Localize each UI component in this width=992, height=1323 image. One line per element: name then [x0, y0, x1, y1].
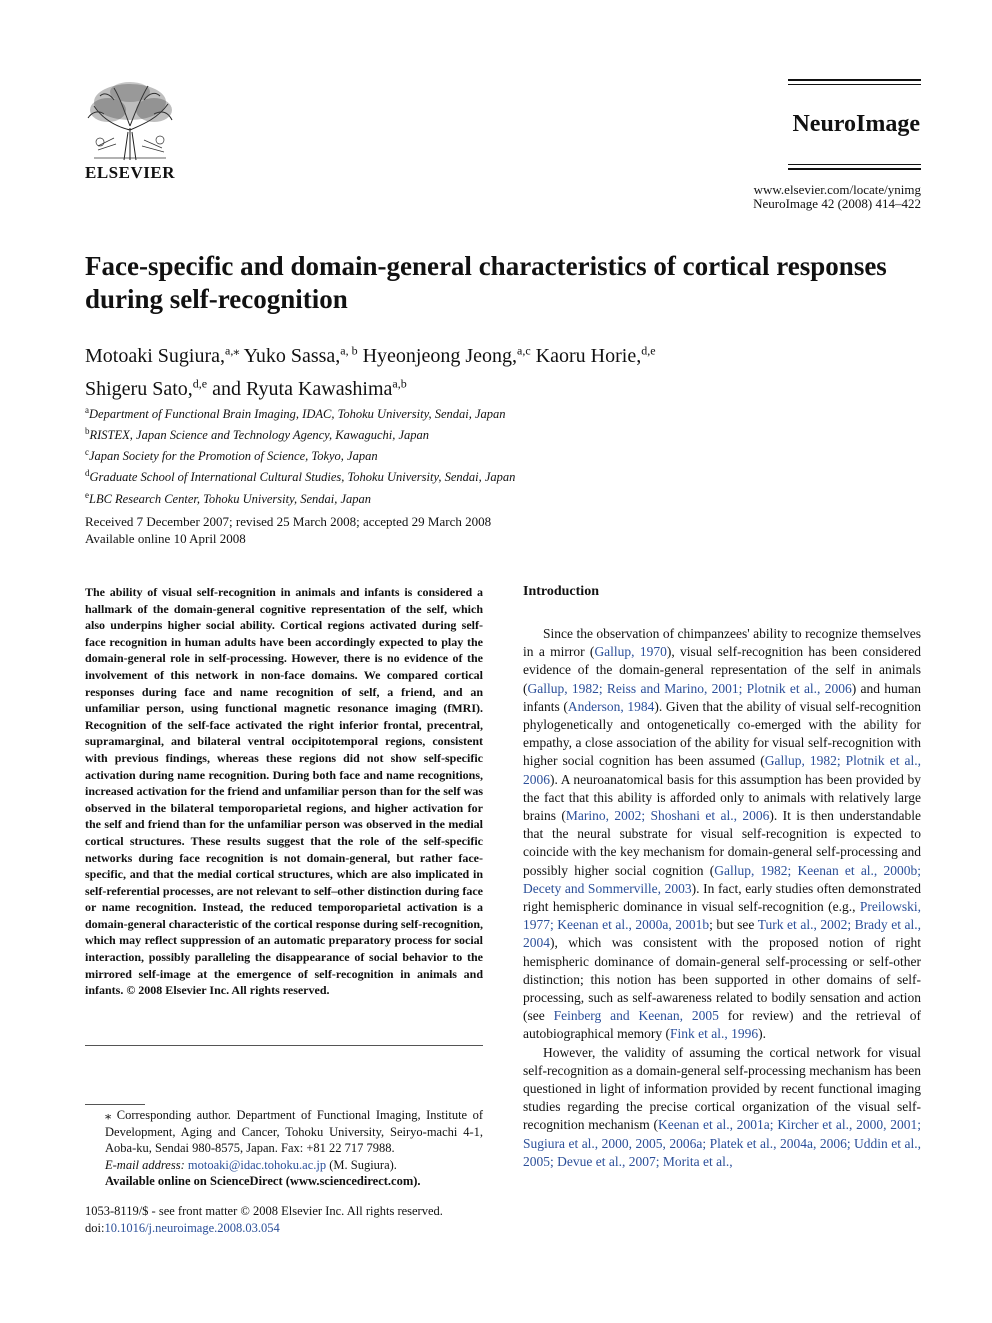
citation-link[interactable]: Feinberg and Keenan, 2005 — [553, 1008, 719, 1024]
header-rule — [788, 84, 921, 85]
sciencedirect-line: Available online on ScienceDirect (www.sciencedirect.com). — [105, 1174, 421, 1188]
corresponding-author-footnote — [85, 1107, 483, 1190]
affiliation: $^e$LBC Research Center, Tohoku University, Sendai, Japan — [85, 489, 372, 506]
affiliation-list — [85, 402, 785, 508]
author-list — [85, 336, 925, 403]
footnote-rule — [85, 1104, 145, 1105]
publisher-name: ELSEVIER — [85, 163, 175, 182]
footnote-text: Corresponding author. Department of Functional Imaging, Institute of Development, Aging and Cancer, Tohoku University, Seiryo-machi 4-1, Aoba-ku, Sendai 980-8575, Japan. Fax: +81 22 717 7988. — [105, 1108, 484, 1155]
author: and Ryuta Kawashima$^{a,b}$ — [212, 376, 407, 401]
journal-citation: NeuroImage 42 (2008) 414–422 — [753, 196, 921, 211]
citation-link[interactable]: Keenan et al., 2001a; Kircher et al., 2000, 2001; Sugiura et al., 2000, 2005, 2006a; Platek et al., 2004a, 2006; Uddin et al., 2005; Devue et al., 2007; Morita et al., — [523, 1117, 921, 1169]
journal-name: NeuroImage — [792, 111, 920, 137]
section-heading-introduction: Introduction — [523, 584, 599, 599]
abstract-text: The ability of visual self-recognition in animals and infants is considered a hallmark of the domain-general cognitive representation of the self, which also underpins higher social ability. Cortical regions activated during self-face recognition in human adults have been accordingly expected to play the domain-general role in self-processing. However, there is no evidence of the involvement of this network in non-face domains. We compared cortical responses during face and name recognition of self, a friend, and an unfamiliar person, using functional magnetic resonance imaging (fMRI). Recognition of the self-face activated the right inferior frontal, precentral, supramarginal, and bilateral ventral occipitotemporal regions, consistent with previous findings, whereas these regions did not show self-specific activation during name recognition. During both face and name recognitions, increased activation for the friend and unfamiliar person than for the self was observed in the bilateral temporoparietal regions, and higher activation for the self and friend than for the unfamiliar person was observed in the medial cortical structures. These results suggest that the role of the self-specific networks during face recognition is not domain-general, but rather face-specific, and that the medial cortical structures, which are also implicated in self-referential processes, are not relevant to self–other distinction during face or name recognition. Instead, the reduced temporoparietal activation is a domain-general characteristic of the cortical response during self-recognition, which may reflect suppression of an automatic preparatory process for social interaction, possibly paralleling the disappearance of social behavior to the mirrored self-image at the emergence of self-recognition in animals and infants. — [85, 585, 483, 998]
paragraph-text: Since the observation of chimpanzees' ability to recognize themselves in a mirror ( — [523, 626, 921, 660]
paragraph-text: for review) and the retrieval of autobiographical memory ( — [523, 1008, 921, 1042]
doi-link[interactable]: 10.1016/j.neuroimage.2008.03.054 — [104, 1221, 280, 1235]
citation-link[interactable]: Anderson, 1984 — [567, 698, 655, 714]
paragraph-text: ). A neuroanatomical basis for this assumption has been provided by the fact that this ability is afforded only to animals with relatively large brains ( — [523, 771, 921, 824]
citation-link[interactable]: Gallup, 1982; Reiss and Marino, 2001; Plotnik et al., 2006 — [527, 680, 852, 696]
author: Hyeonjeong Jeong,$^{a,c}$ — [362, 343, 531, 367]
paragraph-text: ). It is then understandable that the neural substrate for visual self-recognition is expected to coincide with the key mechanism for domain-general self-processing and possibly higher social cognition ( — [523, 808, 921, 878]
affiliation: $^a$Department of Functional Brain Imaging, IDAC, Tohoku University, Sendai, Japan — [85, 405, 506, 422]
affiliation: $^d$Graduate School of International Cultural Studies, Tohoku University, Sendai, Japan — [85, 468, 516, 485]
citation-link[interactable]: Fink et al., 1996 — [669, 1026, 759, 1042]
article-title: Face-specific and domain-general characteristics of cortical responses during self-recognition — [85, 251, 887, 314]
paragraph-text: However, the validity of assuming the cortical network for visual self-recognition as a domain-general self-processing mechanism has been questioned in light of information provided by recent functional imaging studies regarding the precise cortical organization of the visual self-recognition mechanism ( — [523, 1044, 921, 1133]
abstract — [85, 584, 483, 999]
paragraph-text: ). In fact, early studies often demonstrated right hemispheric dominance in visual self-recognition (e.g., — [523, 880, 921, 915]
citation-link[interactable]: Gallup, 1982; Keenan et al., 2000b; Decety and Sommerville, 2003 — [523, 862, 921, 896]
paragraph-text: ). Given that the ability of visual self-recognition phylogenetically and ontogenetically co-emerged with the ability for empathy, a close association of the ability for visual self-recognition with higher social cognition has been assumed ( — [523, 698, 921, 769]
citation-link[interactable]: Gallup, 1982; Plotnik et al., 2006 — [523, 753, 921, 787]
journal-url[interactable]: www.elsevier.com/locate/ynimg — [753, 182, 921, 197]
paragraph-text: ; but see — [709, 917, 758, 933]
header-rule — [788, 168, 921, 170]
paragraph-text: ) and human infants ( — [523, 680, 922, 714]
online-date: Available online 10 April 2008 — [85, 531, 246, 546]
article-dates — [85, 513, 685, 547]
abstract-rule — [85, 1045, 483, 1046]
footnote-mark: ⁎ — [105, 1108, 112, 1122]
header-rule — [788, 164, 921, 165]
email-line: E-mail address: motoaki@idac.tohoku.ac.jp (M. Sugiura). — [105, 1157, 397, 1172]
paragraph-text: ), which was consistent with the proposed notion of right hemispheric dominance of domain-general self-processing or self-other distinction; this notion has been supported in other domains of self-processing, such as self-awareness related to bodily sensation and action (see — [523, 935, 921, 1024]
header-rule — [788, 79, 921, 81]
issn-block — [85, 1203, 505, 1237]
author: Kaoru Horie,$^{d,e}$ — [535, 343, 656, 367]
introduction-body — [523, 625, 921, 1171]
affiliation: $^b$RISTEX, Japan Science and Technology Agency, Kawaguchi, Japan — [85, 426, 430, 443]
citation-link[interactable]: Gallup, 1970 — [594, 644, 667, 660]
email-link[interactable]: motoaki@idac.tohoku.ac.jp — [187, 1157, 327, 1172]
paragraph — [523, 1044, 921, 1171]
doi-line: doi:10.1016/j.neuroimage.2008.03.054 — [85, 1221, 280, 1235]
received-date: Received 7 December 2007; revised 25 March 2008; accepted 29 March 2008 — [85, 514, 492, 529]
affiliation: $^c$Japan Society for the Promotion of Science, Tokyo, Japan — [85, 447, 378, 464]
citation-link[interactable]: Preilowski, 1977; Keenan et al., 2000a, 2001b — [523, 899, 921, 933]
author: Motoaki Sugiura,$^{a,⁎}$ — [85, 343, 240, 367]
citation-link[interactable]: Marino, 2002; Shoshani et al., 2006 — [565, 808, 770, 824]
paragraph-text: ). — [758, 1026, 766, 1042]
author: Shigeru Sato,$^{d,e}$ — [85, 376, 208, 401]
citation-link[interactable]: Turk et al., 2002; Brady et al., 2004 — [523, 917, 922, 951]
author: Yuko Sassa,$^{a, b}$ — [243, 343, 358, 367]
paragraph — [523, 625, 921, 1044]
issn-line: 1053-8119/$ - see front matter © 2008 Elsevier Inc. All rights reserved. — [85, 1204, 443, 1218]
abstract-copyright: © 2008 Elsevier Inc. All rights reserved. — [126, 983, 330, 998]
paragraph-text: ), visual self-recognition has been considered evidence of the domain-general representation of the self in animals ( — [523, 644, 921, 696]
